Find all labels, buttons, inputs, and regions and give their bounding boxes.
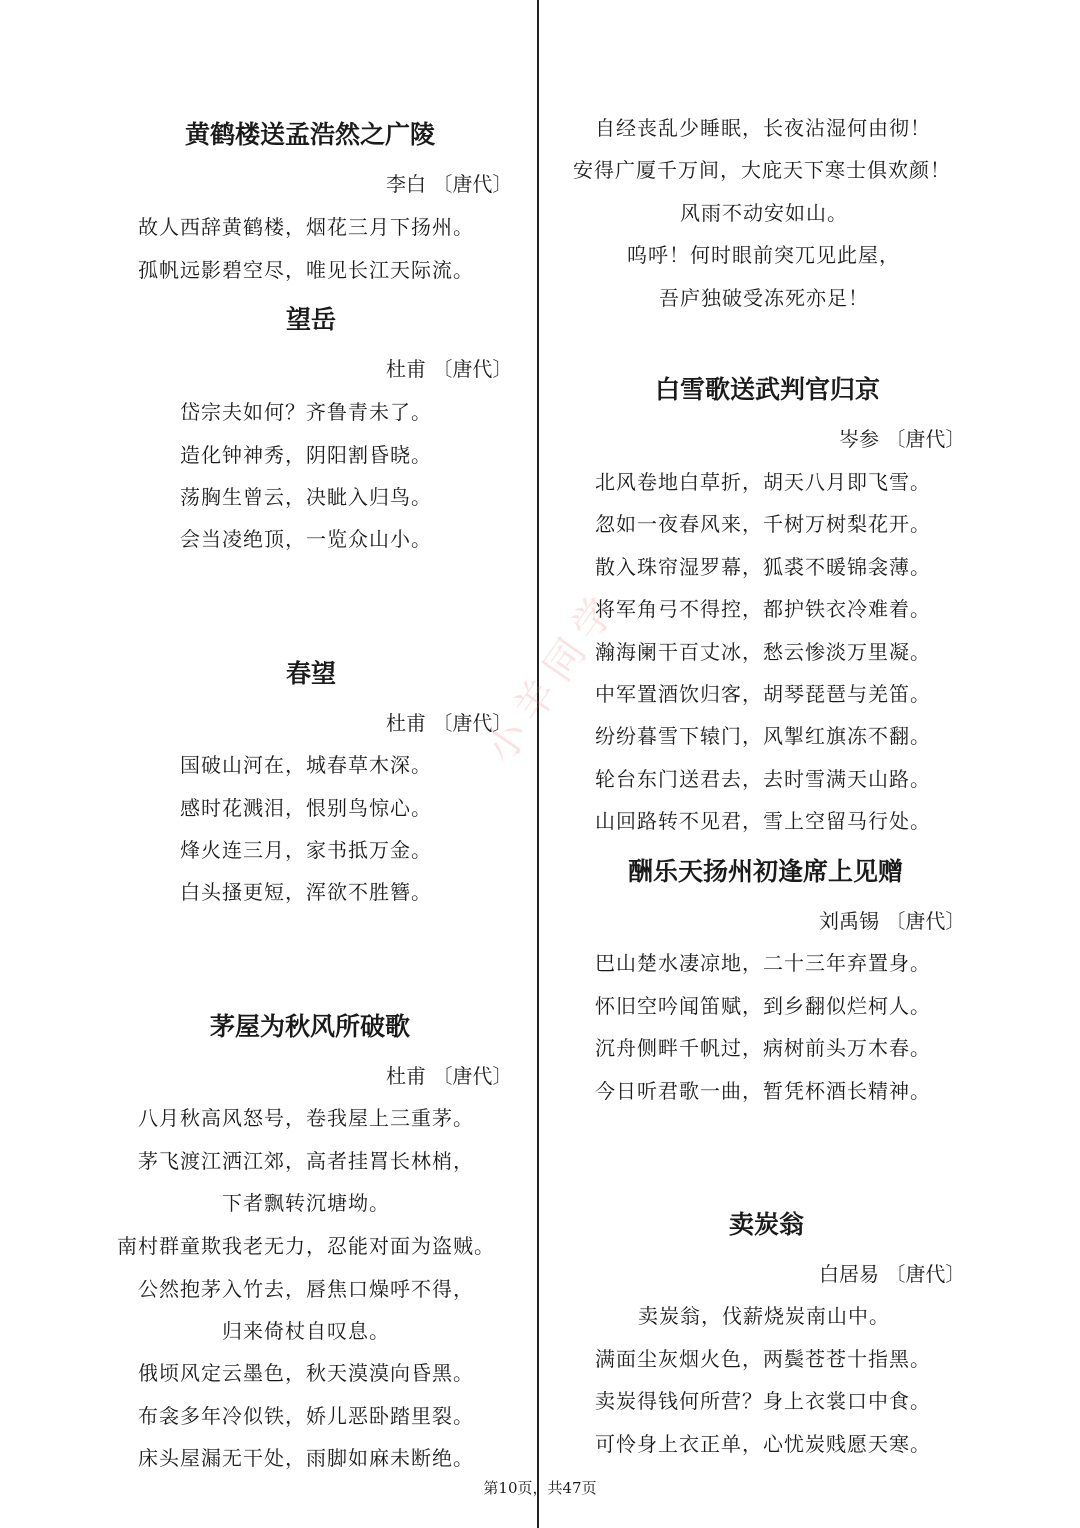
poem-line: 归来倚杖自叹息。 (222, 1319, 390, 1343)
poem-line: 风雨不动安如山。 (680, 201, 848, 225)
watermark: 小羊同学 (477, 581, 630, 772)
poem-line: 巴山楚水凄凉地，二十三年弃置身。 (595, 951, 931, 975)
poem-line: 可怜身上衣正单，心忧炭贱愿天寒。 (595, 1432, 931, 1456)
poem-line: 孤帆远影碧空尽，唯见长江天际流。 (138, 258, 474, 282)
poem-title: 茅屋为秋风所破歌 (210, 1012, 411, 1041)
poem-line: 会当凌绝顶，一览众山小。 (180, 527, 432, 551)
poem-line: 烽火连三月，家书抵万金。 (180, 838, 432, 862)
poem-line: 轮台东门送君去，去时雪满天山路。 (595, 767, 931, 791)
poem-author: 杜甫 〔唐代〕 (386, 1064, 513, 1088)
poem-line: 安得广厦千万间，大庇天下寒士俱欢颜！ (573, 158, 951, 182)
poem-line: 岱宗夫如何？齐鲁青未了。 (180, 400, 432, 424)
poem-line: 卖炭得钱何所营？身上衣裳口中食。 (595, 1389, 931, 1413)
poem-author: 李白 〔唐代〕 (386, 172, 513, 196)
poem-title: 望岳 (286, 305, 337, 334)
poem-author: 岑参 〔唐代〕 (839, 427, 966, 451)
poem-line: 散入珠帘湿罗幕，狐裘不暖锦衾薄。 (595, 555, 931, 579)
poem-line: 瀚海阑干百丈冰，愁云惨淡万里凝。 (595, 640, 931, 664)
poem-line: 公然抱茅入竹去，唇焦口燥呼不得， (138, 1277, 474, 1301)
page-number: 第10页，共47页 (483, 1479, 597, 1497)
poem-line: 俄顷风定云墨色，秋天漠漠向昏黑。 (138, 1361, 474, 1385)
poem-line: 造化钟神秀，阴阳割昏晓。 (180, 443, 432, 467)
poem-line: 白头搔更短，浑欲不胜簪。 (180, 880, 432, 904)
poem-line: 中军置酒饮归客，胡琴琵琶与羌笛。 (595, 682, 931, 706)
poem-line: 吾庐独破受冻死亦足！ (659, 286, 869, 310)
poem-title: 春望 (286, 659, 337, 688)
poem-title: 黄鹤楼送孟浩然之广陵 (185, 120, 436, 149)
poem-line: 沉舟侧畔千帆过，病树前头万木春。 (595, 1036, 931, 1060)
poem-line: 茅飞渡江洒江郊，高者挂罥长林梢， (138, 1149, 474, 1173)
poem-line: 将军角弓不得控，都护铁衣冷难着。 (595, 597, 931, 621)
poem-line: 下者飘转沉塘坳。 (222, 1191, 390, 1215)
poem-line: 床头屋漏无干处，雨脚如麻未断绝。 (138, 1446, 474, 1470)
poem-line: 呜呼！何时眼前突兀见此屋， (627, 243, 900, 267)
poem-line: 布衾多年冷似铁，娇儿恶卧踏里裂。 (138, 1404, 474, 1428)
poem-line: 怀旧空吟闻笛赋，到乡翻似烂柯人。 (595, 994, 931, 1018)
poem-author: 杜甫 〔唐代〕 (386, 711, 513, 735)
poem-author: 杜甫 〔唐代〕 (386, 357, 513, 381)
poem-line: 八月秋高风怒号，卷我屋上三重茅。 (138, 1106, 474, 1130)
column-divider (537, 0, 539, 1528)
poem-line: 感时花溅泪，恨别鸟惊心。 (180, 796, 432, 820)
poem-line: 卖炭翁，伐薪烧炭南山中。 (638, 1304, 890, 1328)
poem-line: 自经丧乱少睡眠，长夜沾湿何由彻！ (595, 116, 931, 140)
poem-line: 山回路转不见君，雪上空留马行处。 (595, 809, 931, 833)
poem-line: 满面尘灰烟火色，两鬓苍苍十指黑。 (595, 1347, 931, 1371)
poem-title: 酬乐天扬州初逢席上见赠 (628, 857, 904, 886)
poem-line: 故人西辞黄鹤楼，烟花三月下扬州。 (138, 215, 474, 239)
poem-line: 纷纷暮雪下辕门，风掣红旗冻不翻。 (595, 724, 931, 748)
poem-title: 白雪歌送武判官归京 (655, 375, 881, 404)
poem-title: 卖炭翁 (729, 1210, 805, 1239)
poem-line: 今日听君歌一曲，暂凭杯酒长精神。 (595, 1079, 931, 1103)
poem-line: 南村群童欺我老无力，忍能对面为盗贼。 (117, 1234, 495, 1258)
poem-line: 忽如一夜春风来，千树万树梨花开。 (595, 512, 931, 536)
poem-line: 国破山河在，城春草木深。 (180, 753, 432, 777)
poem-line: 荡胸生曾云，决眦入归鸟。 (180, 485, 432, 509)
poem-author: 刘禹锡 〔唐代〕 (819, 909, 966, 933)
poem-author: 白居易 〔唐代〕 (819, 1262, 966, 1286)
poem-line: 北风卷地白草折，胡天八月即飞雪。 (595, 470, 931, 494)
